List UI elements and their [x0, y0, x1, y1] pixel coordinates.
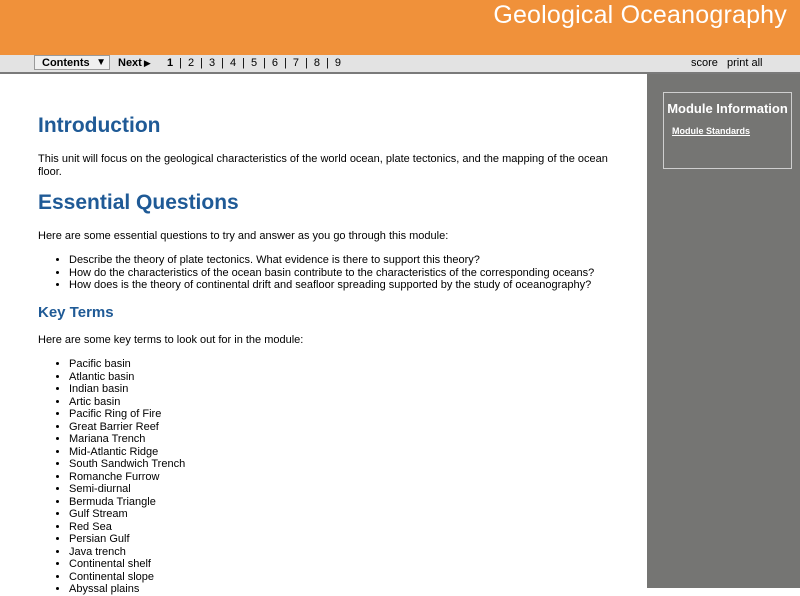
page-header	[0, 0, 800, 55]
module-info-box	[663, 92, 792, 169]
module-info-title: Module Information	[667, 101, 788, 116]
next-button[interactable]	[118, 56, 151, 70]
list-item: • Atlantic basin	[69, 371, 185, 384]
page-link-5[interactable]: 5	[250, 57, 258, 69]
list-item: • Indian basin	[69, 383, 185, 396]
introduction-heading: Introduction	[38, 114, 161, 137]
list-item: • Continental shelf	[69, 558, 185, 571]
list-item: • Bermuda Triangle	[69, 496, 185, 509]
questions-list	[38, 254, 594, 292]
terms-lead: Here are some key terms to look out for in the module:	[38, 334, 304, 346]
list-item: • Red Sea	[69, 521, 185, 534]
dropdown-arrow-icon: ▼	[96, 57, 106, 68]
page-link-2[interactable]: 2	[187, 57, 195, 69]
print-all-link[interactable]: print all	[727, 57, 763, 69]
list-item: • Java trench	[69, 546, 185, 559]
list-item: • Pacific basin	[69, 358, 185, 371]
next-label: Next	[118, 57, 142, 69]
page-separator: |	[179, 57, 182, 69]
questions-lead: Here are some essential questions to try and answer as you go through this module:	[38, 230, 449, 242]
page-link-1[interactable]: 1	[167, 57, 174, 69]
list-item: • Mariana Trench	[69, 433, 185, 446]
list-item: • Gulf Stream	[69, 508, 185, 521]
page-link-8[interactable]: 8	[313, 57, 321, 69]
page-separator: |	[305, 57, 308, 69]
list-item: • Continental slope	[69, 571, 185, 584]
list-item: • Pacific Ring of Fire	[69, 408, 185, 421]
page-separator: |	[263, 57, 266, 69]
contents-label: Contents	[42, 57, 90, 69]
page-separator: |	[284, 57, 287, 69]
sidebar	[647, 74, 800, 588]
key-terms-heading: Key Terms	[38, 304, 114, 321]
site-title: Geological Oceanography	[493, 1, 787, 29]
module-standards-link[interactable]: Module Standards	[672, 126, 751, 136]
list-item: • Abyssal plains	[69, 583, 185, 596]
list-item: • How does is the theory of continental drift and seafloor spreading supported by the study of oceanography?	[69, 279, 594, 292]
list-item: • Artic basin	[69, 396, 185, 409]
score-link[interactable]: score	[691, 57, 718, 69]
list-item: • Persian Gulf	[69, 533, 185, 546]
introduction-text: This unit will focus on the geological characteristics of the world ocean, plate tectonics, and the mapping of the ocean floor.	[38, 153, 608, 178]
page-link-9[interactable]: 9	[334, 57, 341, 69]
page-link-6[interactable]: 6	[271, 57, 279, 69]
page-links	[166, 56, 342, 70]
page-link-3[interactable]: 3	[208, 57, 216, 69]
terms-list	[38, 358, 185, 596]
page-link-4[interactable]: 4	[229, 57, 237, 69]
essential-questions-heading: Essential Questions	[38, 191, 239, 214]
list-item: • Semi-diurnal	[69, 483, 185, 496]
page-link-7[interactable]: 7	[292, 57, 300, 69]
page-separator: |	[221, 57, 224, 69]
list-item: • How do the characteristics of the ocean basin contribute to the characteristics of the corresponding oceans?	[69, 267, 594, 280]
list-item: • Great Barrier Reef	[69, 421, 185, 434]
page-separator: |	[326, 57, 329, 69]
list-item: • Describe the theory of plate tectonics. What evidence is there to support this theory?	[69, 254, 594, 267]
list-item: • South Sandwich Trench	[69, 458, 185, 471]
nav-bar	[0, 55, 800, 74]
list-item: • Romanche Furrow	[69, 471, 185, 484]
page-separator: |	[242, 57, 245, 69]
contents-dropdown[interactable]	[34, 55, 110, 70]
play-arrow-icon: ▶	[143, 58, 151, 68]
page-separator: |	[200, 57, 203, 69]
list-item: • Mid-Atlantic Ridge	[69, 446, 185, 459]
